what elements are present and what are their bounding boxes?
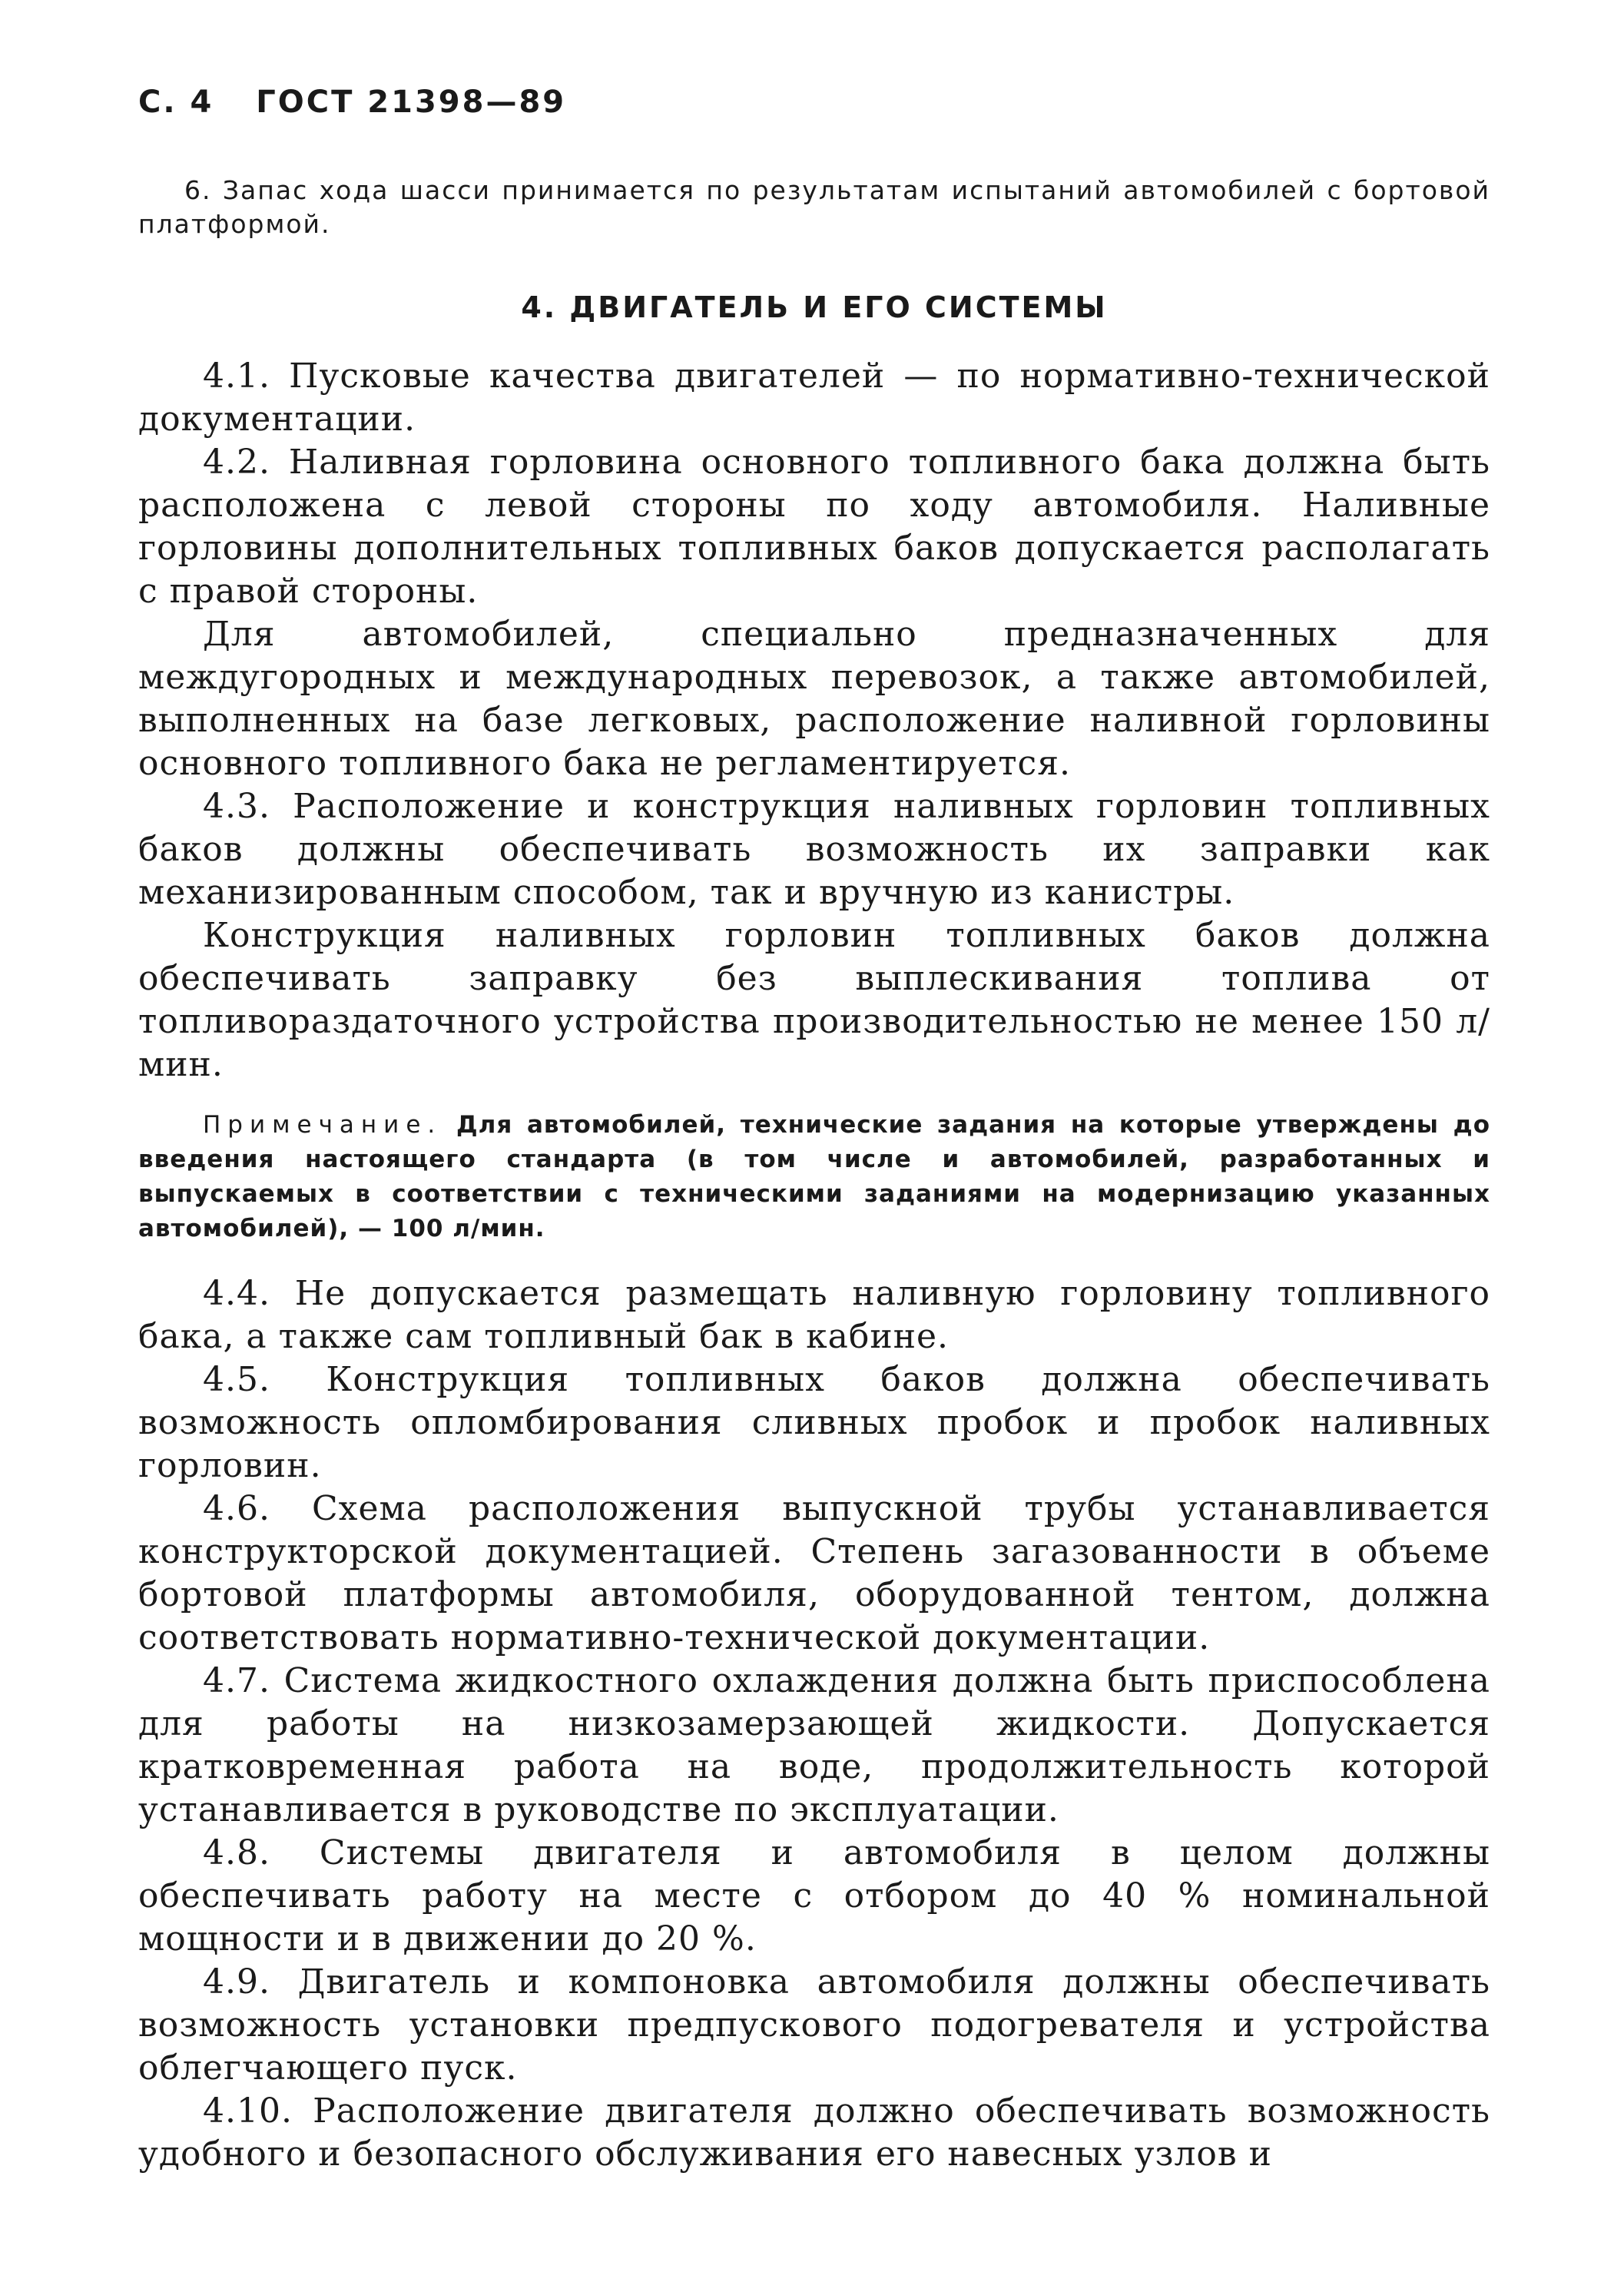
clause-4-7: 4.7. Система жидкостного охлаждения должна быть приспособлена для работы на низкозамерзающей жидкости. Допускается кратковременная работа на воде, продолжительность которой устанавливается в руководстве по эксплуатации. xyxy=(138,1661,1490,1829)
running-header xyxy=(138,85,1490,120)
standard-designation: ГОСТ 21398—89 xyxy=(256,85,567,120)
clause-4-3: 4.3. Расположение и конструкция наливных горловин топливных баков должны обеспечивать возможность их заправки как механизированным способом, так и вручную из канистры. xyxy=(138,787,1490,912)
chassis-range-note: 6. Запас хода шасси принимается по результатам испытаний автомобилей с бортовой платформой. xyxy=(138,175,1490,239)
clause-4-10: 4.10. Расположение двигателя должно обеспечивать возможность удобного и безопасного обслуживания его навесных узлов и xyxy=(138,2091,1490,2174)
clause-4-4: 4.4. Не допускается размещать наливную горловину топливного бака, а также сам топливный бак в кабине. xyxy=(138,1274,1490,1356)
clause-4-5: 4.5. Конструкция топливных баков должна обеспечивать возможность опломбирования сливных пробок и пробок наливных горловин. xyxy=(138,1360,1490,1485)
note-text: Для автомобилей, технические задания на которые утверждены до введения настоящего стандарта (в том числе и автомобилей, разработанных и выпускаемых в соответствии с техническими заданиями на модернизацию указанных автомобилей), — 100 л/мин. xyxy=(138,1111,1490,1242)
clause-4-6: 4.6. Схема расположения выпускной трубы устанавливается конструкторской документацией. Степень загазованности в объеме бортовой платформы автомобиля, оборудованной тентом, должна соответствовать нормативно-технической документации. xyxy=(138,1489,1490,1657)
clause-4-2: 4.2. Наливная горловина основного топливного бака должна быть расположена с левой стороны по ходу автомобиля. Наливные горловины дополнительных топливных баков допускается располагать с правой стороны. xyxy=(138,443,1490,611)
note-label: Примечание. xyxy=(203,1111,442,1139)
clause-4-8: 4.8. Системы двигателя и автомобиля в целом должны обеспечивать работу на месте с отбором до 40 % номинальной мощности и в движении до 20 %. xyxy=(138,1833,1490,1959)
clause-4-1: 4.1. Пусковые качества двигателей — по нормативно-технической документации. xyxy=(138,357,1490,439)
section-title: 4. ДВИГАТЕЛЬ И ЕГО СИСТЕМЫ xyxy=(521,290,1108,324)
clause-note xyxy=(138,1108,1490,1246)
clause-4-3-continuation: Конструкция наливных горловин топливных баков должна обеспечивать заправку без выплескивания топлива от топливораздаточного устройства производительностью не менее 150 л/мин. xyxy=(138,916,1490,1084)
clause-4-9: 4.9. Двигатель и компоновка автомобиля должны обеспечивать возможность установки предпускового подогревателя и устройства облегчающего пуск. xyxy=(138,1962,1490,2088)
page-number: С. 4 xyxy=(138,85,214,120)
clause-4-2-continuation: Для автомобилей, специально предназначенных для междугородных и международных перевозок, а также автомобилей, выполненных на базе легковых, расположение наливной горловины основного топливного бака не регламентируется. xyxy=(138,615,1490,783)
document-page xyxy=(138,85,1490,2176)
